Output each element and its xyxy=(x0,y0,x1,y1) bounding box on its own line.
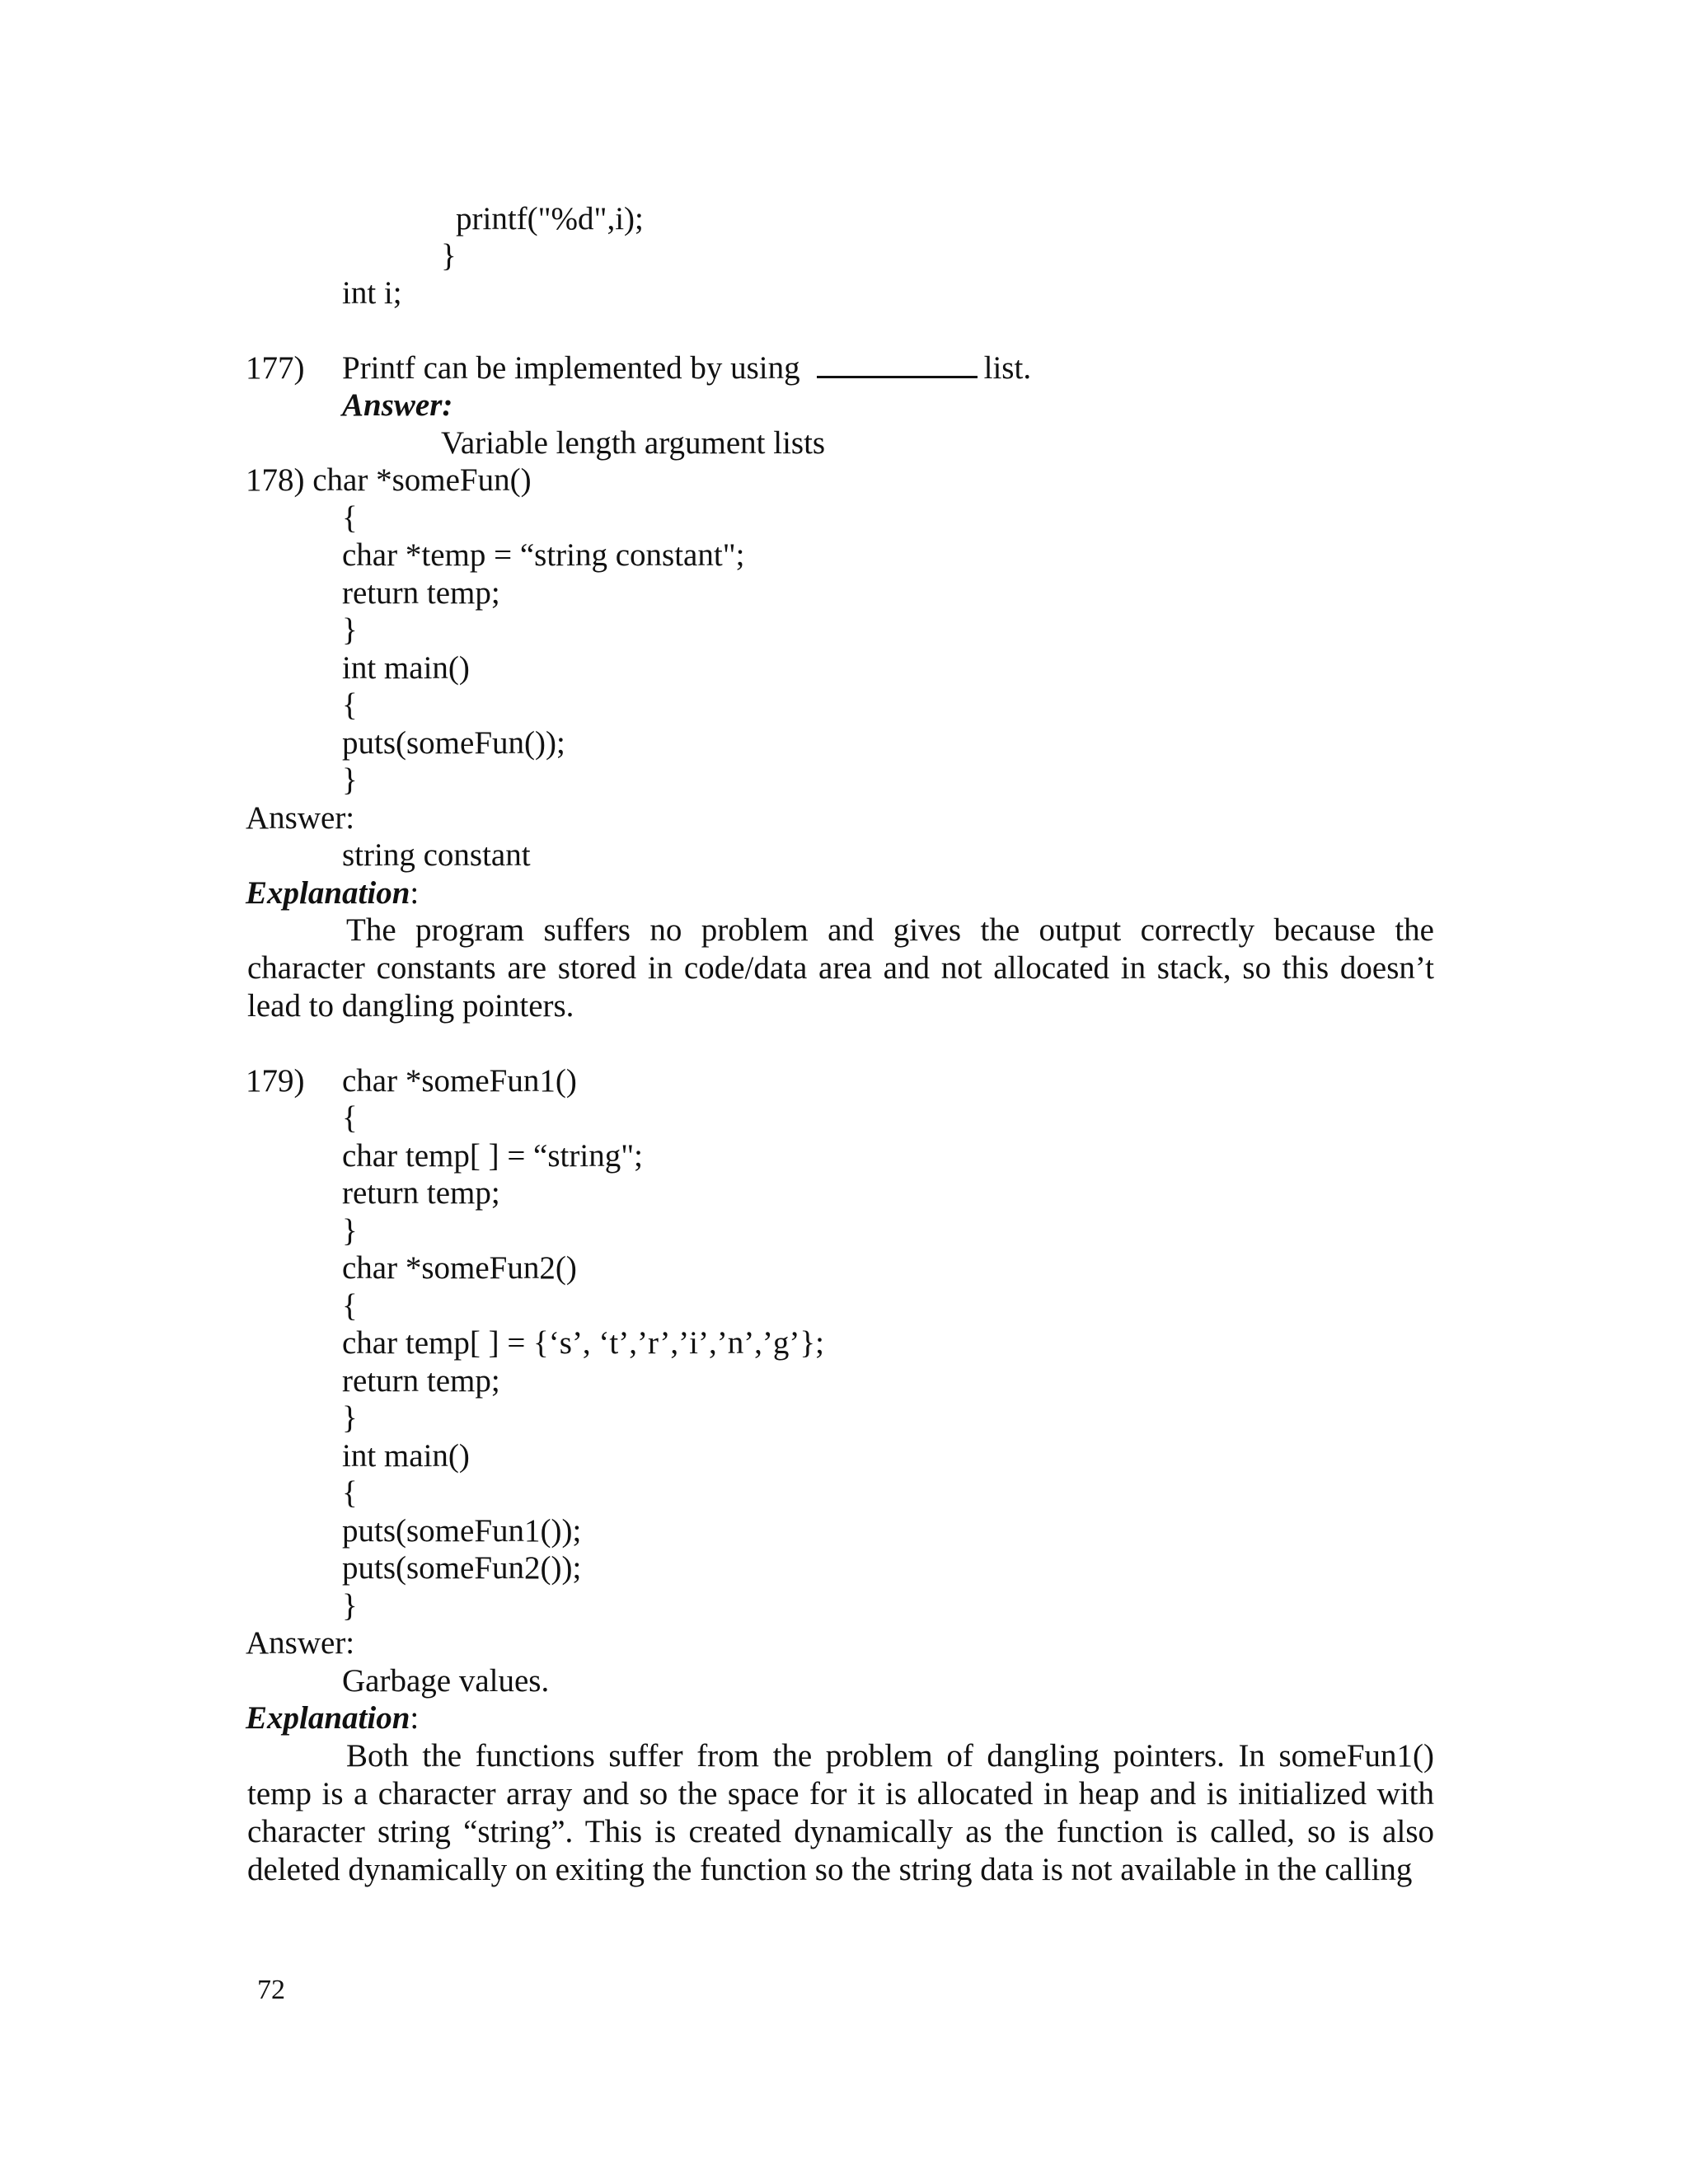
code-line: } xyxy=(342,1400,358,1436)
page-number: 72 xyxy=(257,1975,285,2005)
code-line: } xyxy=(342,1213,358,1249)
code-line-int-i: int i; xyxy=(342,275,402,311)
code-line: char temp[ ] = {‘s’, ‘t’,’r’,’i’,’n’,’g’}; xyxy=(342,1325,824,1361)
code-line: char *temp = “string constant"; xyxy=(342,537,745,573)
code-line: char temp[ ] = “string"; xyxy=(342,1138,643,1174)
question-177-text xyxy=(342,349,1031,387)
answer-label-177: Answer: xyxy=(342,387,453,423)
code-line: { xyxy=(342,1100,358,1136)
code-line-printf: printf("%d",i); xyxy=(456,201,644,237)
question-number-179: 179) xyxy=(246,1063,305,1099)
explanation-label: Explanation xyxy=(246,1700,410,1736)
code-line: } xyxy=(342,612,358,648)
code-line: int main() xyxy=(342,1438,470,1474)
code-line: } xyxy=(342,1588,358,1624)
code-line: { xyxy=(342,500,358,536)
code-line: puts(someFun2()); xyxy=(342,1550,582,1586)
explanation-179: Both the functions suffer from the problem of dangling pointers. In someFun1() temp is a character array and so the space for it is allocated in heap and is initialized with character string “string”. This is created dynamically as the function is called, so is also deleted dynamically on exiting the function so the string data is not available in the calling xyxy=(247,1738,1434,1887)
explanation-heading-179: Explanation: xyxy=(246,1700,420,1736)
explanation-label: Explanation xyxy=(246,875,410,911)
question-number-177: 177) xyxy=(246,350,305,386)
code-line: { xyxy=(342,1288,358,1324)
code-line: char *someFun2() xyxy=(342,1250,577,1286)
code-line: return temp; xyxy=(342,575,500,611)
fill-in-blank xyxy=(817,351,978,378)
question-178-header: 178) char *someFun() xyxy=(246,462,532,498)
explanation-heading-178: Explanation: xyxy=(246,875,420,911)
answer-177: Variable length argument lists xyxy=(441,425,826,461)
explanation-178: The program suffers no problem and gives the output correctly because the character constants are stored in code/data area and not allocated in stack, so this doesn’t lead to dangling pointers. xyxy=(247,912,1434,1024)
answer-label-178: Answer: xyxy=(246,800,355,836)
code-line: int main() xyxy=(342,650,470,686)
code-line: char *someFun1() xyxy=(342,1063,577,1099)
code-line: } xyxy=(342,762,358,798)
answer-179: Garbage values. xyxy=(342,1663,550,1699)
answer-label-179: Answer: xyxy=(246,1625,355,1661)
answer-178: string constant xyxy=(342,837,531,873)
code-line: puts(someFun()); xyxy=(342,725,565,761)
code-line: { xyxy=(342,687,358,723)
code-line: puts(someFun1()); xyxy=(342,1513,582,1549)
question-177-text-after: list. xyxy=(983,350,1032,386)
code-line: return temp; xyxy=(342,1363,500,1399)
code-line-closing-brace: } xyxy=(441,238,457,274)
code-line: return temp; xyxy=(342,1175,500,1211)
question-177-text-before: Printf can be implemented by using xyxy=(342,350,800,386)
code-line: { xyxy=(342,1475,358,1511)
